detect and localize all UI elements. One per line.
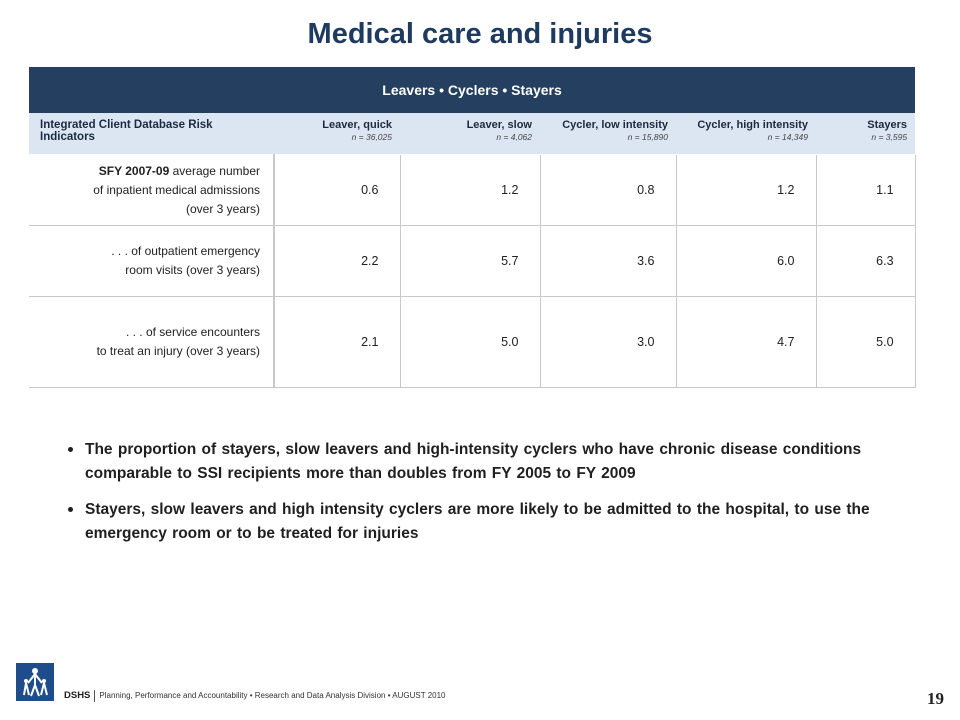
row-label-line1: average number (169, 163, 260, 178)
column-n: n = 14,349 (767, 132, 808, 142)
column-n: n = 3,595 (871, 132, 908, 142)
row-label (29, 155, 274, 226)
column-name: Cycler, high intensity (697, 119, 808, 131)
dshs-logo-icon (16, 663, 54, 701)
row-label-bold: SFY 2007-09 (98, 163, 170, 178)
column-n: n = 4,062 (496, 132, 532, 142)
page-number: 19 (927, 689, 944, 708)
row-label (29, 297, 274, 388)
column-name: Leaver, slow (466, 119, 532, 131)
table-cell: 1.2 (676, 155, 816, 226)
table-cell: 6.3 (816, 226, 915, 297)
footer-org: DSHS (64, 690, 91, 702)
table-cell: 1.2 (400, 155, 540, 226)
table-row (29, 155, 915, 226)
column-n: n = 15,890 (627, 132, 668, 142)
row-label-line2: of inpatient medical admissions (93, 182, 260, 197)
table-cell: 0.6 (274, 155, 400, 226)
risk-indicator-table (29, 67, 915, 388)
row-label-line3: (over 3 years) (185, 201, 260, 216)
row-label-line1: . . . of outpatient emergency (111, 244, 260, 258)
row-label-line1: . . . of service encounters (125, 325, 260, 339)
column-header (274, 113, 400, 155)
risk-indicators-header: Integrated Client Database Risk Indicators (29, 113, 274, 155)
table-cell: 3.0 (540, 297, 676, 388)
band-label: Leavers • Cyclers • Stayers (29, 67, 915, 113)
column-header (400, 113, 540, 155)
table-cell: 5.0 (816, 297, 915, 388)
table-cell: 5.7 (400, 226, 540, 297)
column-n: n = 36,025 (351, 132, 392, 142)
row-label-line2: to treat an injury (over 3 years) (96, 344, 260, 358)
table-row (29, 226, 915, 297)
column-name: Cycler, low intensity (562, 119, 668, 131)
column-header (540, 113, 676, 155)
column-name: Stayers (867, 119, 908, 131)
table-cell: 2.1 (274, 297, 400, 388)
footer (64, 690, 446, 702)
footer-text: Planning, Performance and Accountability • Research and Data Analysis Division • AUGUST 2010 (99, 691, 446, 701)
table-row (29, 297, 915, 388)
column-header-row (29, 113, 915, 155)
column-name: Leaver, quick (322, 119, 392, 131)
table-cell: 2.2 (274, 226, 400, 297)
bullet-item: Stayers, slow leavers and high intensity cyclers are more likely to be admitted to the hospital, to use the emergency room or to be treated for injuries (66, 498, 896, 546)
table-band-header (29, 67, 915, 113)
column-header (676, 113, 816, 155)
table-cell: 6.0 (676, 226, 816, 297)
column-header (816, 113, 915, 155)
table-cell: 0.8 (540, 155, 676, 226)
table-cell: 4.7 (676, 297, 816, 388)
page-title: Medical care and injuries (307, 18, 653, 50)
row-label (29, 226, 274, 297)
bullet-item: The proportion of stayers, slow leavers and high-intensity cyclers who have chronic disease conditions comparable to SSI recipients more than doubles from FY 2005 to FY 2009 (66, 438, 896, 486)
footer-divider (94, 690, 95, 702)
row-label-line2: room visits (over 3 years) (125, 263, 260, 277)
table-cell: 1.1 (816, 155, 915, 226)
bullet-list (66, 438, 896, 558)
table-cell: 5.0 (400, 297, 540, 388)
table-cell: 3.6 (540, 226, 676, 297)
